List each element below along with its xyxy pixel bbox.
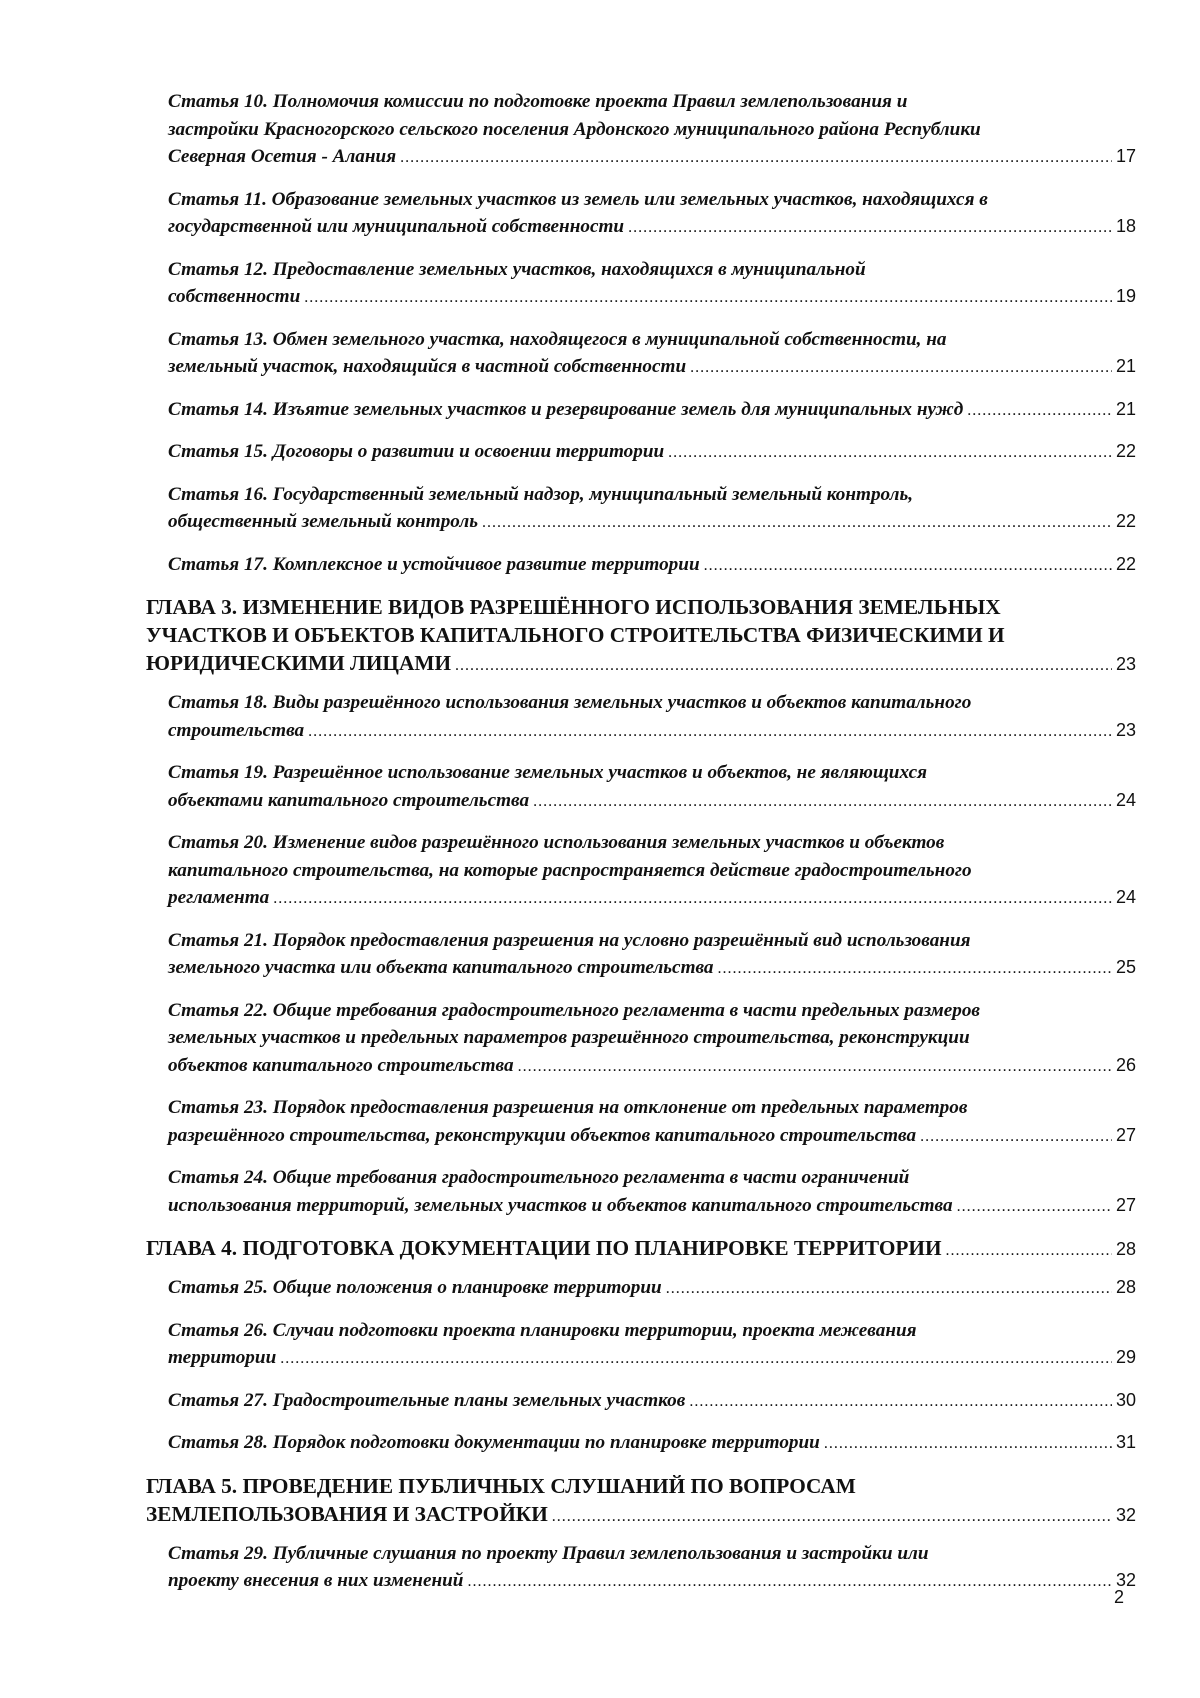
toc-article[interactable] [168, 256, 1136, 312]
leader-dots [668, 439, 1112, 467]
toc-article[interactable] [168, 1164, 1136, 1220]
table-of-contents [146, 88, 1136, 1610]
toc-article[interactable] [168, 88, 1136, 172]
toc-page-number: 23 [1115, 654, 1136, 674]
toc-entry-text: государственной или муниципальной собственности [168, 216, 625, 237]
toc-page-number: 24 [1115, 789, 1136, 810]
toc-line [146, 1234, 1136, 1265]
toc-article[interactable] [168, 1387, 1136, 1416]
toc-entry-text: Статья 10. Полномочия комиссии по подготовке проекта Правил землепользования и [168, 91, 908, 112]
toc-entry-text: Статья 20. Изменение видов разрешённого использования земельных участков и объектов [168, 832, 945, 853]
leader-dots [690, 354, 1112, 382]
toc-article[interactable] [168, 438, 1136, 467]
toc-entry-text: ЗЕМЛЕПОЛЬЗОВАНИЯ И ЗАСТРОЙКИ [146, 1501, 548, 1526]
toc-entry-text: Статья 14. Изъятие земельных участков и резервирование земель для муниципальных нужд [168, 398, 964, 420]
toc-article[interactable] [168, 551, 1136, 580]
toc-entry-text: ГЛАВА 3. ИЗМЕНЕНИЕ ВИДОВ РАЗРЕШЁННОГО ИСПОЛЬЗОВАНИЯ ЗЕМЕЛЬНЫХ [146, 595, 1001, 619]
toc-entry-text: капитального строительства, на которые распространяется действие градостроительного [168, 859, 972, 881]
toc-chapter[interactable] [146, 593, 1136, 680]
toc-line [168, 787, 1136, 816]
toc-line [168, 1052, 1136, 1081]
toc-page-number: 19 [1115, 286, 1136, 306]
toc-page-number: 22 [1115, 441, 1136, 461]
toc-page-number: 21 [1115, 356, 1136, 376]
leader-dots [455, 652, 1112, 680]
toc-article[interactable] [168, 997, 1136, 1081]
leader-dots [533, 788, 1112, 816]
leader-dots [304, 284, 1112, 312]
leader-dots [280, 1345, 1112, 1373]
toc-line [168, 1344, 1136, 1373]
toc-page-number: 23 [1115, 719, 1136, 740]
toc-page-number: 28 [1115, 1277, 1136, 1297]
toc-line [168, 438, 1136, 467]
toc-line [168, 481, 1136, 509]
toc-article[interactable] [168, 1094, 1136, 1150]
toc-entry-text: земельный участок, находящийся в частной собственности [168, 356, 687, 377]
toc-entry-text: земельного участка или объекта капитального строительства [168, 957, 714, 978]
toc-page-number: 22 [1115, 511, 1136, 531]
toc-page-number: 17 [1115, 146, 1136, 166]
toc-entry-text: общественный земельный контроль [168, 511, 479, 532]
leader-dots [467, 1568, 1112, 1596]
toc-line [168, 689, 1136, 717]
toc-line [168, 884, 1136, 913]
leader-dots [718, 955, 1112, 983]
toc-line [168, 256, 1136, 284]
toc-entry-text: Статья 25. Общие положения о планировке территории [168, 1277, 662, 1298]
toc-page-number: 27 [1115, 1124, 1136, 1145]
leader-dots [308, 718, 1112, 746]
toc-page-number: 24 [1115, 887, 1136, 907]
toc-chapter[interactable] [146, 1472, 1136, 1531]
toc-line [168, 954, 1136, 983]
leader-dots [824, 1430, 1112, 1458]
toc-entry-text: ГЛАВА 5. ПРОВЕДЕНИЕ ПУБЛИЧНЫХ СЛУШАНИЙ ПО ВОПРОСАМ [146, 1473, 856, 1498]
toc-article[interactable] [168, 689, 1136, 745]
toc-line [146, 649, 1136, 680]
toc-article[interactable] [168, 1429, 1136, 1458]
toc-page-number: 25 [1115, 957, 1136, 977]
toc-article[interactable] [168, 1274, 1136, 1303]
toc-entry-text: Статья 21. Порядок предоставления разрешения на условно разрешённый вид использования [168, 929, 971, 951]
toc-entry-text: объектами капитального строительства [168, 789, 530, 811]
toc-entry-text: застройки Красногорского сельского поселения Ардонского муниципального района Республики [168, 118, 981, 140]
toc-entry-text: строительства [168, 719, 305, 741]
toc-article[interactable] [168, 927, 1136, 983]
toc-line [168, 143, 1136, 172]
page-number: 2 [1114, 1587, 1125, 1607]
leader-dots [552, 1503, 1112, 1531]
toc-entry-text: Статья 27. Градостроительные планы земельных участков [168, 1389, 686, 1411]
leader-dots [518, 1053, 1112, 1081]
toc-line [168, 997, 1136, 1025]
toc-line [168, 759, 1136, 787]
leader-dots [628, 214, 1112, 242]
toc-entry-text: Статья 26. Случаи подготовки проекта планировки территории, проекта межевания [168, 1319, 917, 1341]
toc-page-number: 21 [1115, 398, 1136, 419]
leader-dots [400, 144, 1112, 172]
toc-chapter[interactable] [146, 1234, 1136, 1265]
toc-line [168, 857, 1136, 885]
leader-dots [957, 1193, 1112, 1221]
toc-entry-text: Статья 22. Общие требования градостроительного регламента в части предельных размеров [168, 999, 981, 1021]
leader-dots [967, 397, 1112, 425]
toc-entry-text: Статья 23. Порядок предоставления разрешения на отклонение от предельных параметров [168, 1097, 968, 1118]
toc-entry-text: Статья 15. Договоры о развитии и освоении территории [168, 441, 665, 462]
toc-page-number: 22 [1115, 553, 1136, 574]
toc-article[interactable] [168, 326, 1136, 382]
toc-article[interactable] [168, 396, 1136, 425]
toc-line [168, 1274, 1136, 1303]
toc-entry-text: УЧАСТКОВ И ОБЪЕКТОВ КАПИТАЛЬНОГО СТРОИТЕЛЬСТВА ФИЗИЧЕСКИМИ И [146, 623, 1005, 647]
toc-line [168, 1122, 1136, 1151]
toc-entry-text: Статья 11. Образование земельных участков из земель или земельных участков, находящихся в [168, 188, 988, 210]
toc-entry-text: Северная Осетия - Алания [168, 146, 397, 167]
toc-line [168, 326, 1136, 354]
toc-line [168, 88, 1136, 116]
toc-entry-text: ЮРИДИЧЕСКИМИ ЛИЦАМИ [146, 651, 452, 675]
leader-dots [946, 1237, 1112, 1265]
toc-line [168, 283, 1136, 312]
toc-entry-text: Статья 28. Порядок подготовки документации по планировке территории [168, 1432, 820, 1453]
toc-page-number: 26 [1115, 1054, 1136, 1075]
toc-line [146, 621, 1136, 649]
toc-article[interactable] [168, 481, 1136, 537]
toc-line [168, 353, 1136, 382]
toc-article[interactable] [168, 829, 1136, 913]
toc-entry-text: Статья 19. Разрешённое использование земельных участков и объектов, не являющихся [168, 762, 927, 783]
toc-line [168, 717, 1136, 746]
toc-page-number: 32 [1115, 1504, 1136, 1525]
toc-article[interactable] [168, 186, 1136, 242]
toc-line [146, 593, 1136, 621]
toc-line [168, 1094, 1136, 1122]
toc-entry-text: Статья 24. Общие требования градостроительного регламента в части ограничений [168, 1167, 910, 1188]
toc-line [146, 1500, 1136, 1531]
toc-article[interactable] [168, 1317, 1136, 1373]
toc-entry-text: земельных участков и предельных параметров разрешённого строительства, реконструкции [168, 1027, 970, 1048]
toc-line [168, 1024, 1136, 1052]
toc-entry-text: объектов капитального строительства [168, 1054, 514, 1076]
toc-line [168, 1192, 1136, 1221]
toc-line [168, 1540, 1136, 1568]
toc-page-number: 18 [1115, 216, 1136, 236]
toc-line [168, 1317, 1136, 1345]
toc-entry-text: регламента [168, 887, 270, 908]
toc-line [168, 1387, 1136, 1416]
toc-entry-text: Статья 12. Предоставление земельных участков, находящихся в муниципальной [168, 258, 866, 280]
leader-dots [482, 509, 1112, 537]
toc-line [168, 1567, 1136, 1596]
toc-entry-text: использования территорий, земельных участков и объектов капитального строительства [168, 1194, 953, 1216]
toc-entry-text: Статья 13. Обмен земельного участка, находящегося в муниципальной собственности, на [168, 328, 947, 350]
toc-line [168, 829, 1136, 857]
toc-line [168, 116, 1136, 144]
toc-entry-text: Статья 17. Комплексное и устойчивое развитие территории [168, 553, 700, 575]
toc-article[interactable] [168, 759, 1136, 815]
toc-entry-text: Статья 16. Государственный земельный надзор, муниципальный земельный контроль, [168, 483, 914, 505]
toc-entry-text: территории [168, 1347, 277, 1368]
toc-page-number: 30 [1115, 1389, 1136, 1410]
toc-page-number: 27 [1115, 1194, 1136, 1215]
leader-dots [689, 1388, 1112, 1416]
toc-line [168, 1429, 1136, 1458]
toc-line [168, 396, 1136, 425]
leader-dots [666, 1275, 1112, 1303]
toc-page-number: 29 [1115, 1347, 1136, 1367]
toc-line [146, 1472, 1136, 1500]
leader-dots [704, 552, 1112, 580]
toc-entry-text: собственности [168, 286, 301, 307]
toc-line [168, 508, 1136, 537]
leader-dots [920, 1123, 1112, 1151]
toc-line [168, 551, 1136, 580]
toc-entry-text: разрешённого строительства, реконструкции объектов капитального строительства [168, 1124, 917, 1146]
toc-entry-text: ГЛАВА 4. ПОДГОТОВКА ДОКУМЕНТАЦИИ ПО ПЛАНИРОВКЕ ТЕРРИТОРИИ [146, 1236, 942, 1260]
toc-entry-text: Статья 18. Виды разрешённого использования земельных участков и объектов капитального [168, 692, 972, 713]
toc-page-number: 28 [1115, 1239, 1136, 1259]
toc-entry-text: проекту внесения в них изменений [168, 1570, 464, 1591]
toc-page-number: 31 [1115, 1432, 1136, 1452]
toc-entry-text: Статья 29. Публичные слушания по проекту Правил землепользования и застройки или [168, 1542, 929, 1564]
toc-line [168, 1164, 1136, 1192]
toc-line [168, 927, 1136, 955]
toc-line [168, 186, 1136, 214]
toc-page-number: 32 [1115, 1570, 1136, 1590]
toc-article[interactable] [168, 1540, 1136, 1596]
toc-line [168, 213, 1136, 242]
leader-dots [273, 885, 1112, 913]
